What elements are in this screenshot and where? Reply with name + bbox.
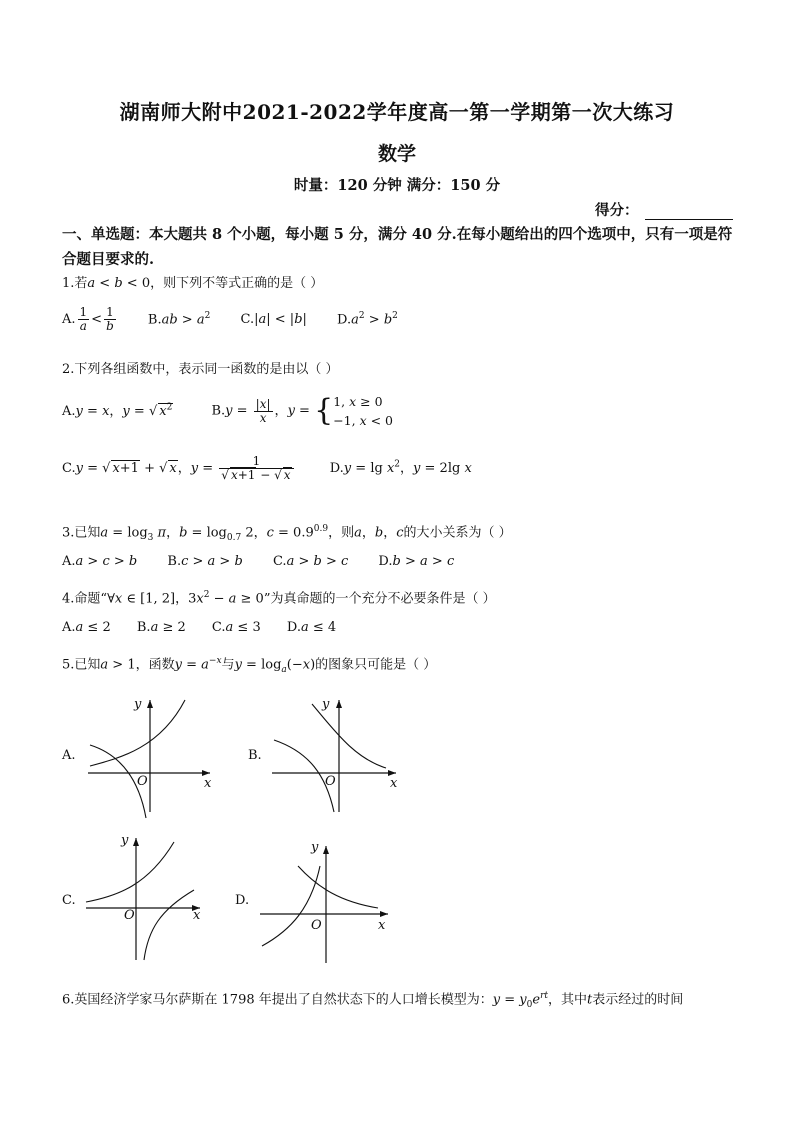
q2-option-c: C.y = √ x+1 + √ x，y = $\frac{1}{√ x+1 - √ x}$ [62,455,296,482]
q5-a-origin-label: O [137,774,148,789]
q5-d-y-label: y [311,840,319,855]
q5-d-x-label: x [378,918,386,933]
question-4: 4.命题“∀x ∈ [1, 2]，$3x^2 - a \ge 0$”为真命题的一个充分不必要条件是（ ） [62,590,496,607]
q1-options [62,306,424,333]
q2-option-b: B.y = $\frac{|x|}{x}$ ，y = {1, x ≥ 0 −1, x < 0 [211,393,393,428]
q5-b-y-label: y [322,697,330,712]
q1-option-a: A. $\frac{1}{a}$ < $\frac{1}{b}$ [62,305,114,333]
q5-option-d-label: D. [235,893,250,908]
q5-c-x-label: x [193,908,201,923]
q5-graph-c [78,830,208,965]
q3-option-a: A.a > c > b [62,554,138,569]
q4-option-d: D.a ≤ 4 [286,620,337,635]
q5-b-x-label: x [390,776,398,791]
q5-a-y-label: y [134,697,142,712]
q5-option-b-label: B. [248,748,262,763]
q5-d-origin-label: O [311,918,322,933]
score-blank [645,205,733,220]
question-2: 2.下列各组函数中，表示同一函数的是由以（ ） [62,362,339,377]
exam-meta: 时量：120 分钟 满分：150 分 [293,177,501,194]
q5-graph-a [80,690,220,820]
exam-subject: 数学 [377,143,416,165]
q4-option-b: B.a ≥ 2 [136,620,186,635]
q2-option-d: $D.y = \lg x^2$，y = 2lg x [329,459,472,476]
q5-c-origin-label: O [124,908,135,923]
q1-option-c: C.|a| < |b| [240,312,307,327]
q1-tail: ，则下列不等式正确的是（ ） [150,276,324,291]
q3-option-d: D.b > a > c [378,554,455,569]
section-heading: 一、单选题：本大题共 8 个小题，每小题 5 分，满分 40 分.在每小题给出的四个选项中，只有一项是符合题目要求的. [62,226,733,268]
q2-options-ab [62,392,419,430]
q1-option-b: $B.ab > a^2$ [147,310,211,327]
question-5: 5.已知a > 1，函数$y = a^{-x}$与$y = \log_a(-x)$的图象只可能是（ ） [62,656,437,675]
q2-options-cd [62,455,498,482]
q5-b-origin-label: O [325,774,336,789]
q5-graph-b [264,690,404,820]
q3-options [62,554,480,569]
q2-option-a: A.y = x，y = √ $x^2$ [62,402,173,419]
question-6: 6.英国经济学家马尔萨斯在 1798 年提出了自然状态下的人口增长模型为：$y = y_0e^{rt}$，其中t表示经过的时间 [62,991,684,1010]
q5-option-c-label: C. [62,893,76,908]
q1-stem: 1.若 [62,276,88,291]
q3-option-c: C.a > b > c [272,554,349,569]
q5-option-a-label: A. [62,748,76,763]
score-field [595,199,733,220]
q4-options [62,620,362,635]
score-label: 得分： [595,202,639,219]
q1-option-d: $D.a^2 > b^2$ [337,310,398,327]
q5-c-y-label: y [121,833,129,848]
q5-a-x-label: x [204,776,212,791]
question-1: 1.若a < b < 0，则下列不等式正确的是（ ） [62,276,324,291]
exam-title: 湖南师大附中2021-2022学年度高一第一学期第一次大练习 [119,100,675,124]
q4-option-a: A.a ≤ 2 [62,620,111,635]
q5-graph-d [256,838,396,968]
q4-option-c: C.a ≤ 3 [211,620,261,635]
q3-option-b: B.c > a > b [167,554,243,569]
question-3: 3.已知$a = \log_3 \pi$，$b = \log_{0.7} 2$，$c = 0.9^{0.9}$，则a，b，c的大小关系为（ ） [62,524,512,543]
